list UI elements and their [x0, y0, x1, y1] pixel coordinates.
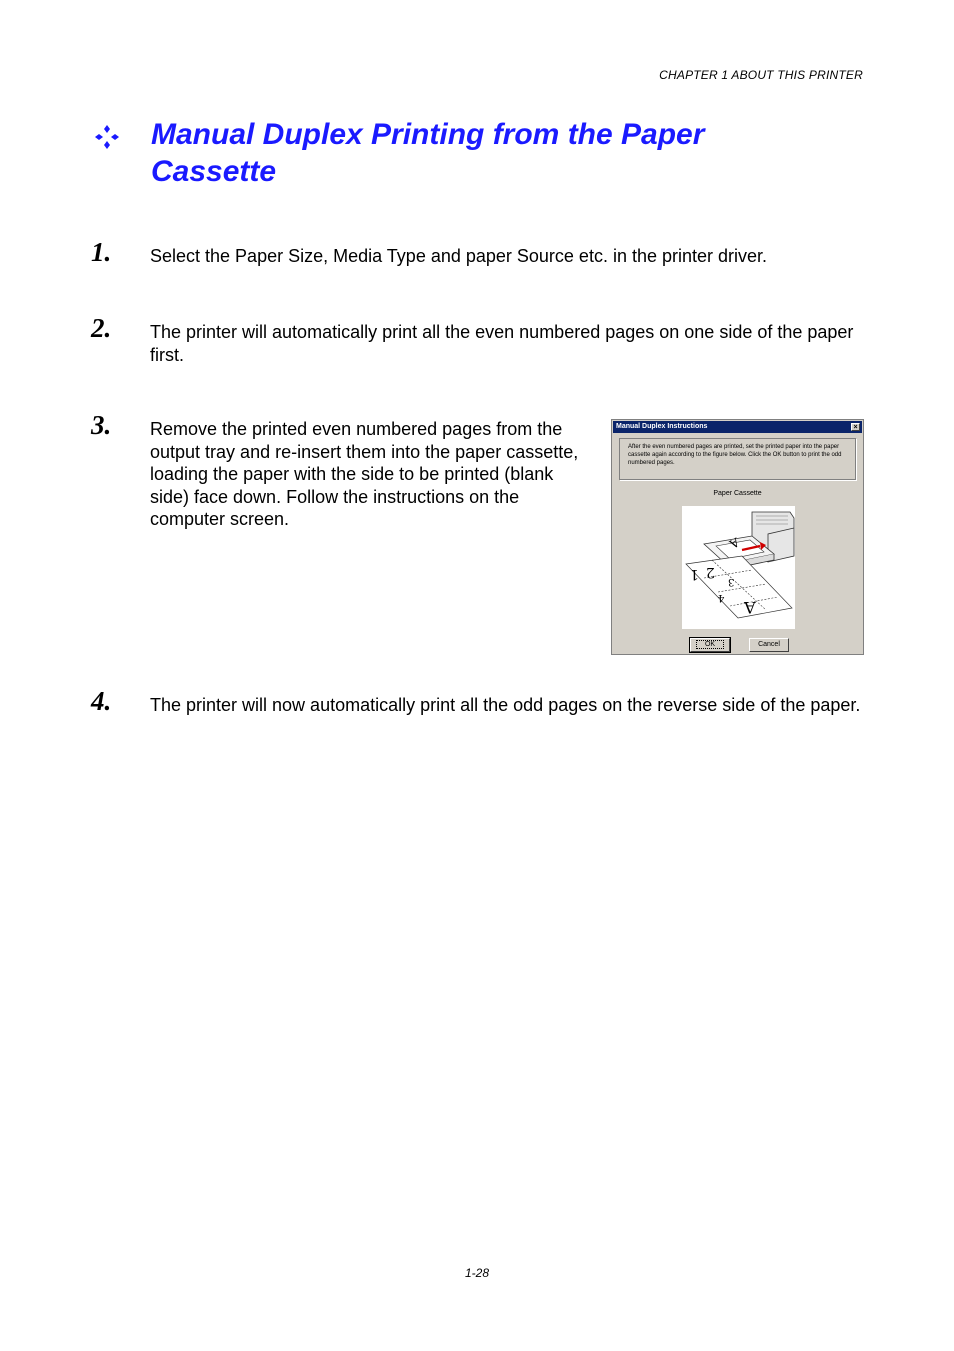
paper-cassette-illustration	[682, 506, 795, 629]
step-text-1: Select the Paper Size, Media Type and paper Source etc. in the printer driver.	[150, 246, 768, 266]
close-icon[interactable]: ×	[851, 423, 860, 431]
paper-cassette-drawing	[682, 506, 795, 629]
dialog-caption: Paper Cassette	[713, 490, 762, 497]
step-text-3: Remove the printed even numbered pages from the output tray and re-insert them into the paper cassette, loading the paper with the side to be printed (blank side) face down. Follow the instructions on the computer screen.	[150, 419, 579, 529]
diamond-bullet-icon	[94, 124, 120, 150]
manual-duplex-dialog	[611, 419, 864, 655]
section-title: Manual Duplex Printing from the Paper Cassette	[151, 118, 705, 188]
picture-label: 3	[728, 576, 735, 587]
dialog-titlebar	[613, 421, 862, 433]
ok-button[interactable]	[690, 638, 730, 652]
page-number: 1-28	[464, 1266, 490, 1280]
dialog-message: After the even numbered pages are printed, set the printed paper into the paper cassette again according to the figure below. Click the OK button to print the odd numbered pages.	[628, 444, 842, 466]
picture-label: 1	[690, 566, 699, 582]
picture-label: 2	[706, 564, 715, 580]
picture-label: A	[727, 534, 742, 552]
step-number-4: 4.	[91, 686, 112, 716]
step-number-1: 1.	[91, 237, 112, 267]
dialog-title: Manual Duplex Instructions	[616, 423, 708, 430]
step-text-2: The printer will automatically print all the even numbered pages on one side of the paper first.	[150, 322, 854, 365]
cancel-button[interactable]: Cancel	[749, 638, 789, 652]
dialog-message-group	[619, 438, 856, 480]
step-text-4: The printer will now automatically print all the odd pages on the reverse side of the paper.	[150, 695, 861, 715]
ok-button-label: OK	[696, 640, 724, 649]
step-number-2: 2.	[91, 313, 112, 343]
step-number-3: 3.	[91, 410, 112, 440]
picture-label: 4	[718, 592, 725, 603]
picture-label: A	[744, 598, 756, 617]
chapter-header: CHAPTER 1 ABOUT THIS PRINTER	[659, 68, 863, 82]
